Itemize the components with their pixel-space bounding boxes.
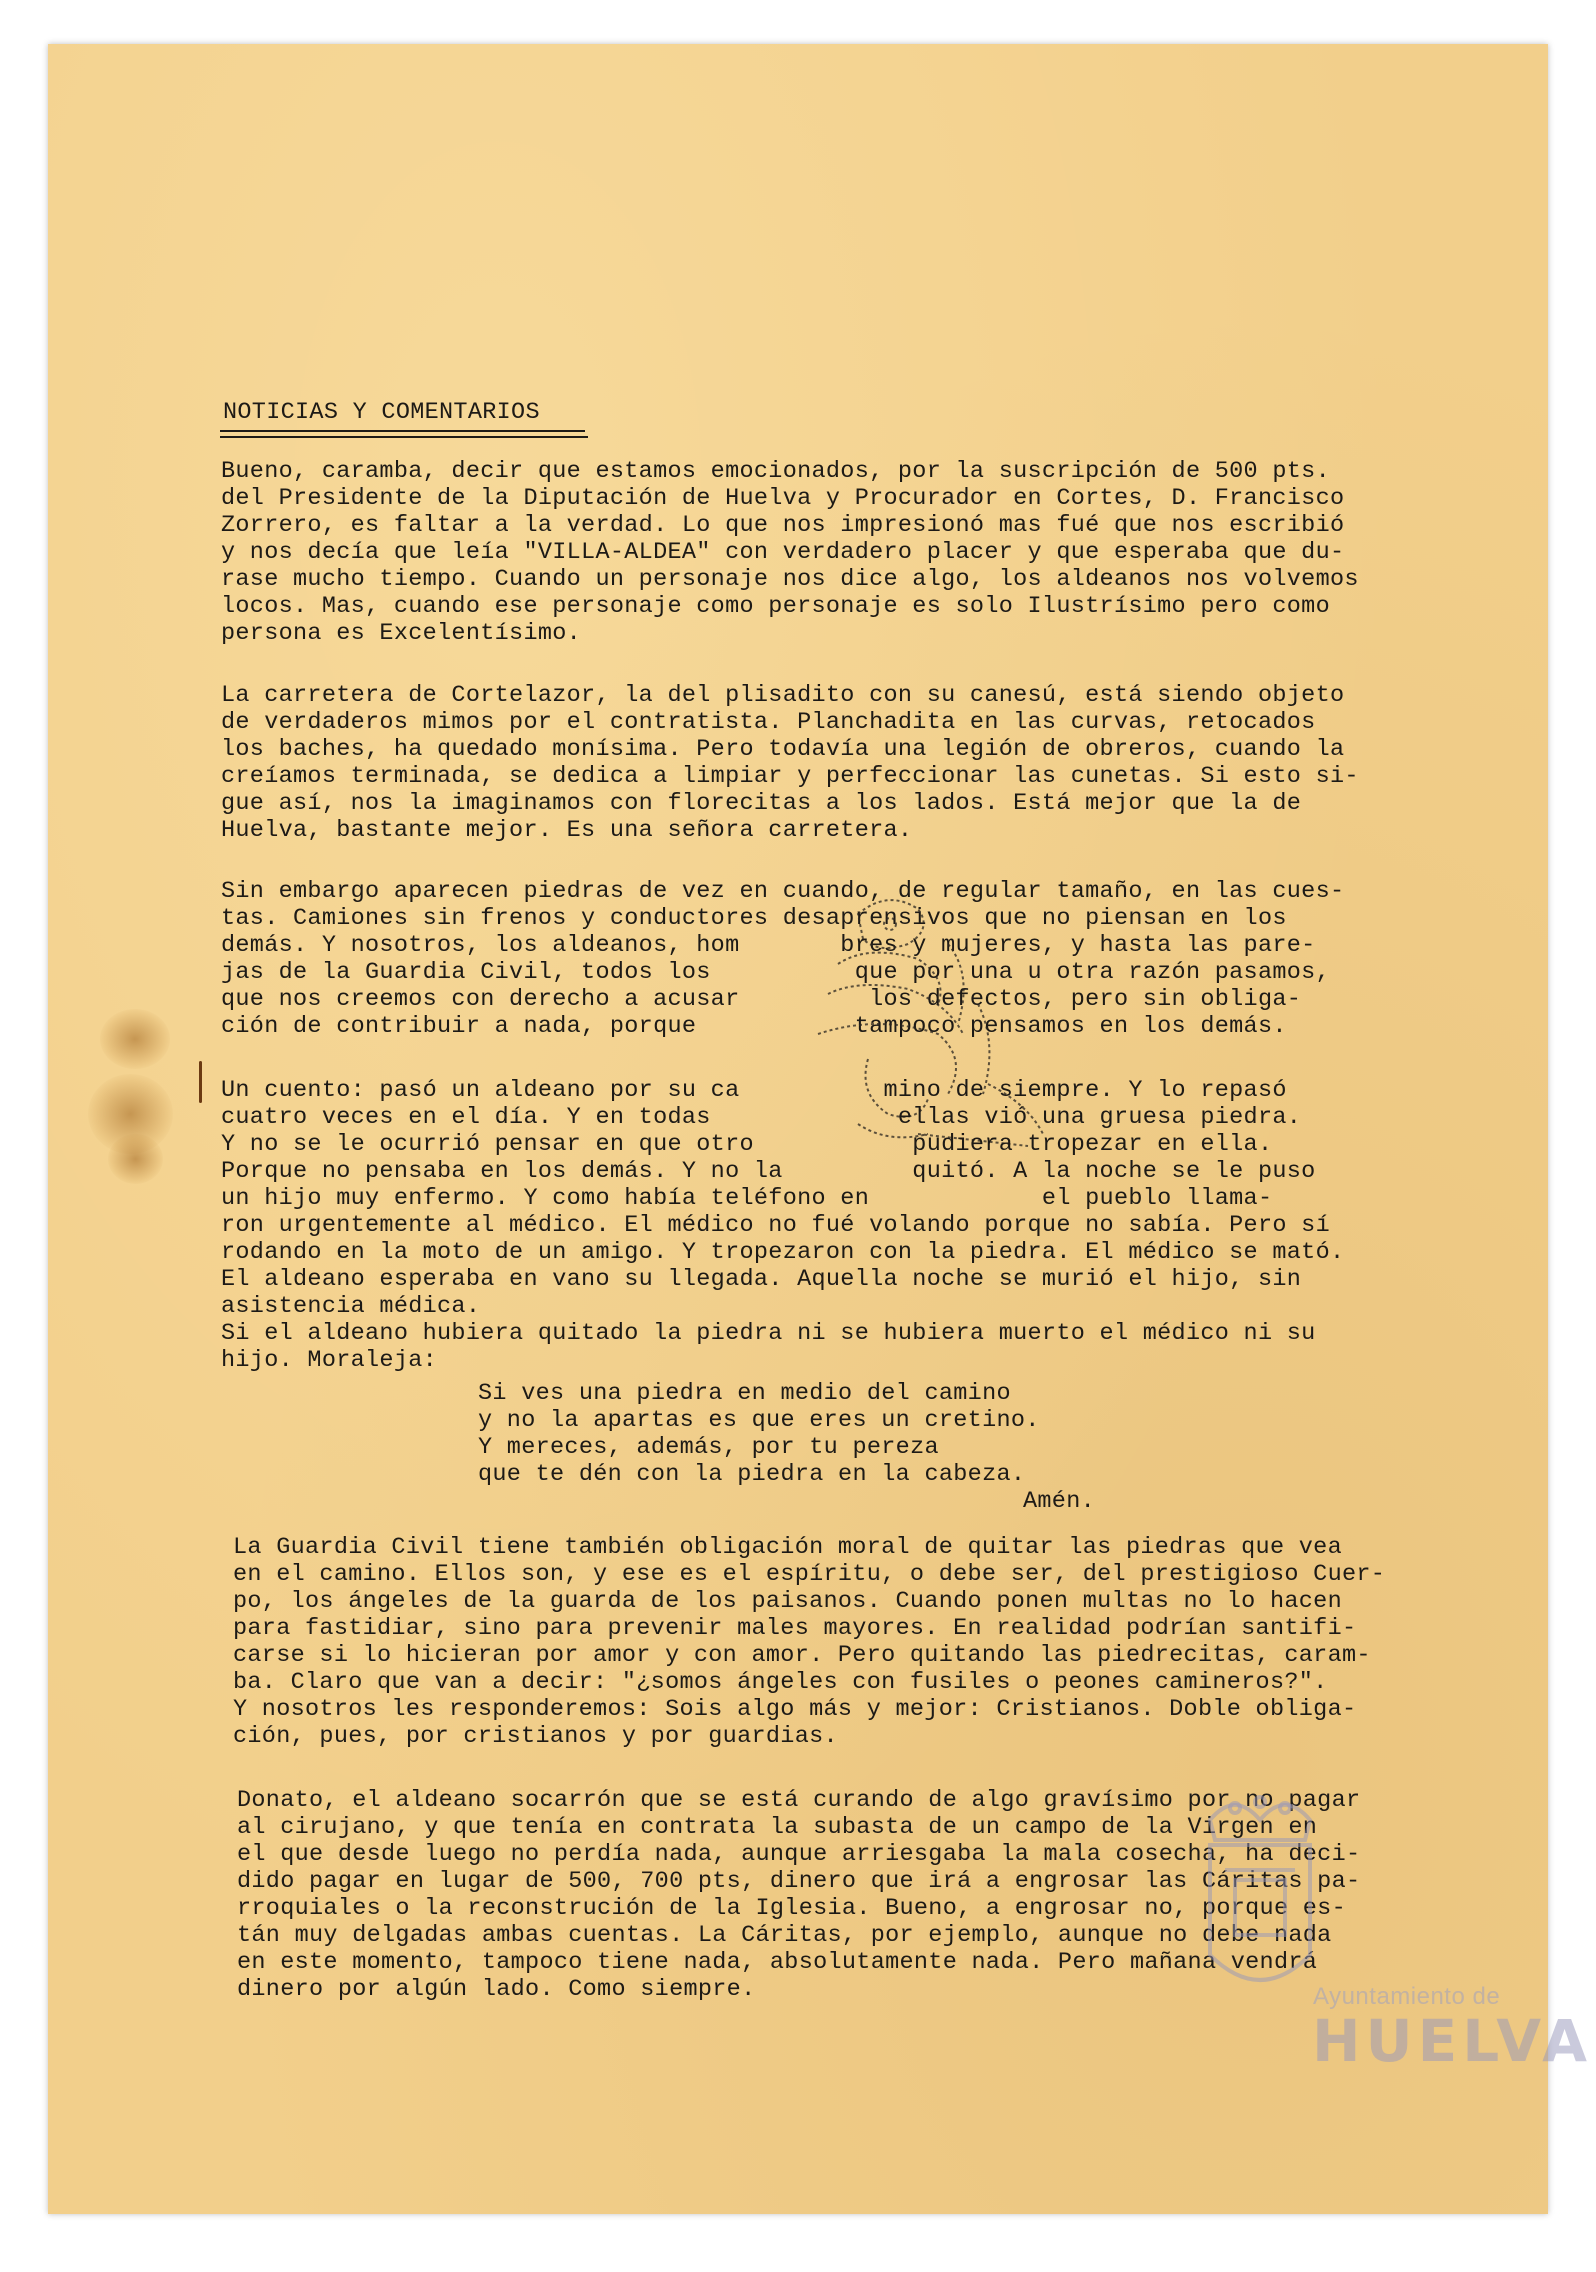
paragraph: Un cuento: pasó un aldeano por su ca mino de siempre. Y lo repasó cuatro veces en el día. Y en todas ellas vió una gruesa piedra. Y no se le ocurrió pensar en que otro pudiera tropezar en ella. Porque no pensaba en los demás. Y no la quitó. A la noche se le puso un hijo muy enfermo. Y como había teléfono en el pueblo llama- ron urgentemente al médico. El médico no fué volando porque no sabía. Pero sí rodando en la moto de un amigo. Y tropezaron con la piedra. El médico se mató. El aldeano esperaba en vano su llegada. Aquella noche se murió el hijo, sin asistencia médica. Si el aldeano hubiera quitado la piedra ni se hubiera muerto el médico ni su hijo. Moraleja:: [221, 1077, 1345, 1374]
paper-stain: [100, 1009, 170, 1069]
paragraph: Sin embargo aparecen piedras de vez en cuando, de regular tamaño, en las cues- tas. Camiones sin frenos y conductores desaprensivos que no piensan en los demás. Y nosotros, los aldeanos, hom bres y mujeres, y hasta las pare- jas de la Guardia Civil, todos los que por una u otra razón pasamos, que nos creemos con derecho a acusar los defectos, pero sin obliga- ción de contribuir a nada, porque tampoco pensamos en los demás.: [221, 878, 1345, 1040]
paper-stain: [108, 1134, 163, 1184]
heading-underline: [220, 430, 585, 432]
heading-underline: [220, 436, 588, 438]
poem-closing: Amén.: [1023, 1488, 1096, 1515]
poem-verse: Si ves una piedra en medio del camino y no la apartas es que eres un cretino. Y mereces, además, por tu pereza que te dén con la piedra en la cabeza.: [478, 1380, 1040, 1488]
paragraph: Bueno, caramba, decir que estamos emocionados, por la suscripción de 500 pts. del Presidente de la Diputación de Huelva y Procurador en Cortes, D. Francisco Zorrero, es faltar a la verdad. Lo que nos impresionó mas fué que nos escribió y nos decía que leía "VILLA-ALDEA" con verdadero placer y que esperaba que du- rase mucho tiempo. Cuando un personaje nos dice algo, los aldeanos nos volvemos locos. Mas, cuando ese personaje como personaje es solo Ilustrísimo pero como persona es Excelentísimo.: [221, 458, 1359, 647]
watermark-line-1: Ayuntamiento de: [1313, 1983, 1501, 2010]
paragraph: La carretera de Cortelazor, la del plisadito con su canesú, está siendo objeto de verdaderos mimos por el contratista. Planchadita en las curvas, retocados los baches, ha quedado monísima. Pero todavía una legión de obreros, cuando la creíamos terminada, se dedica a limpiar y perfeccionar las cunetas. Si esto si- gue así, nos la imaginamos con florecitas a los lados. Está mejor que la de Huelva, bastante mejor. Es una señora carretera.: [221, 682, 1359, 844]
watermark-line-2: HUELVA: [1312, 2007, 1593, 2075]
paragraph: La Guardia Civil tiene también obligación moral de quitar las piedras que vea en el camino. Ellos son, y ese es el espíritu, o debe ser, del prestigioso Cuer- po, los ángeles de la guarda de los paisanos. Cuando ponen multas no lo hacen para fastidiar, sino para prevenir males mayores. En realidad podrían santifi- carse si lo hicieran por amor y con amor. Pero quitando las piedrecitas, caram- ba. Claro que van a decir: "¿somos ángeles con fusiles o peones camineros?". Y nosotros les responderemos: Sois algo más y mejor: Cristianos. Doble obliga- ción, pues, por cristianos y por guardias.: [233, 1534, 1386, 1750]
ink-mark: [199, 1061, 202, 1103]
paragraph: Donato, el aldeano socarrón que se está curando de algo gravísimo por no pagar al cirujano, y que tenía en contrata la subasta de un campo de la Virgen en el que desde luego no perdía nada, aunque arriesgaba la mala cosecha, ha deci- dido pagar en lugar de 500, 700 pts, dinero que irá a engrosar las Cáritas pa- rroquiales o la reconstrución de la Iglesia. Bueno, a engrosar no, porque es- tán muy delgadas ambas cuentas. La Cáritas, por ejemplo, aunque no debe nada en este momento, tampoco tiene nada, absolutamente nada. Pero mañana vendrá dinero por algún lado. Como siempre.: [237, 1787, 1361, 2003]
page-heading: NOTICIAS Y COMENTARIOS: [223, 399, 540, 426]
